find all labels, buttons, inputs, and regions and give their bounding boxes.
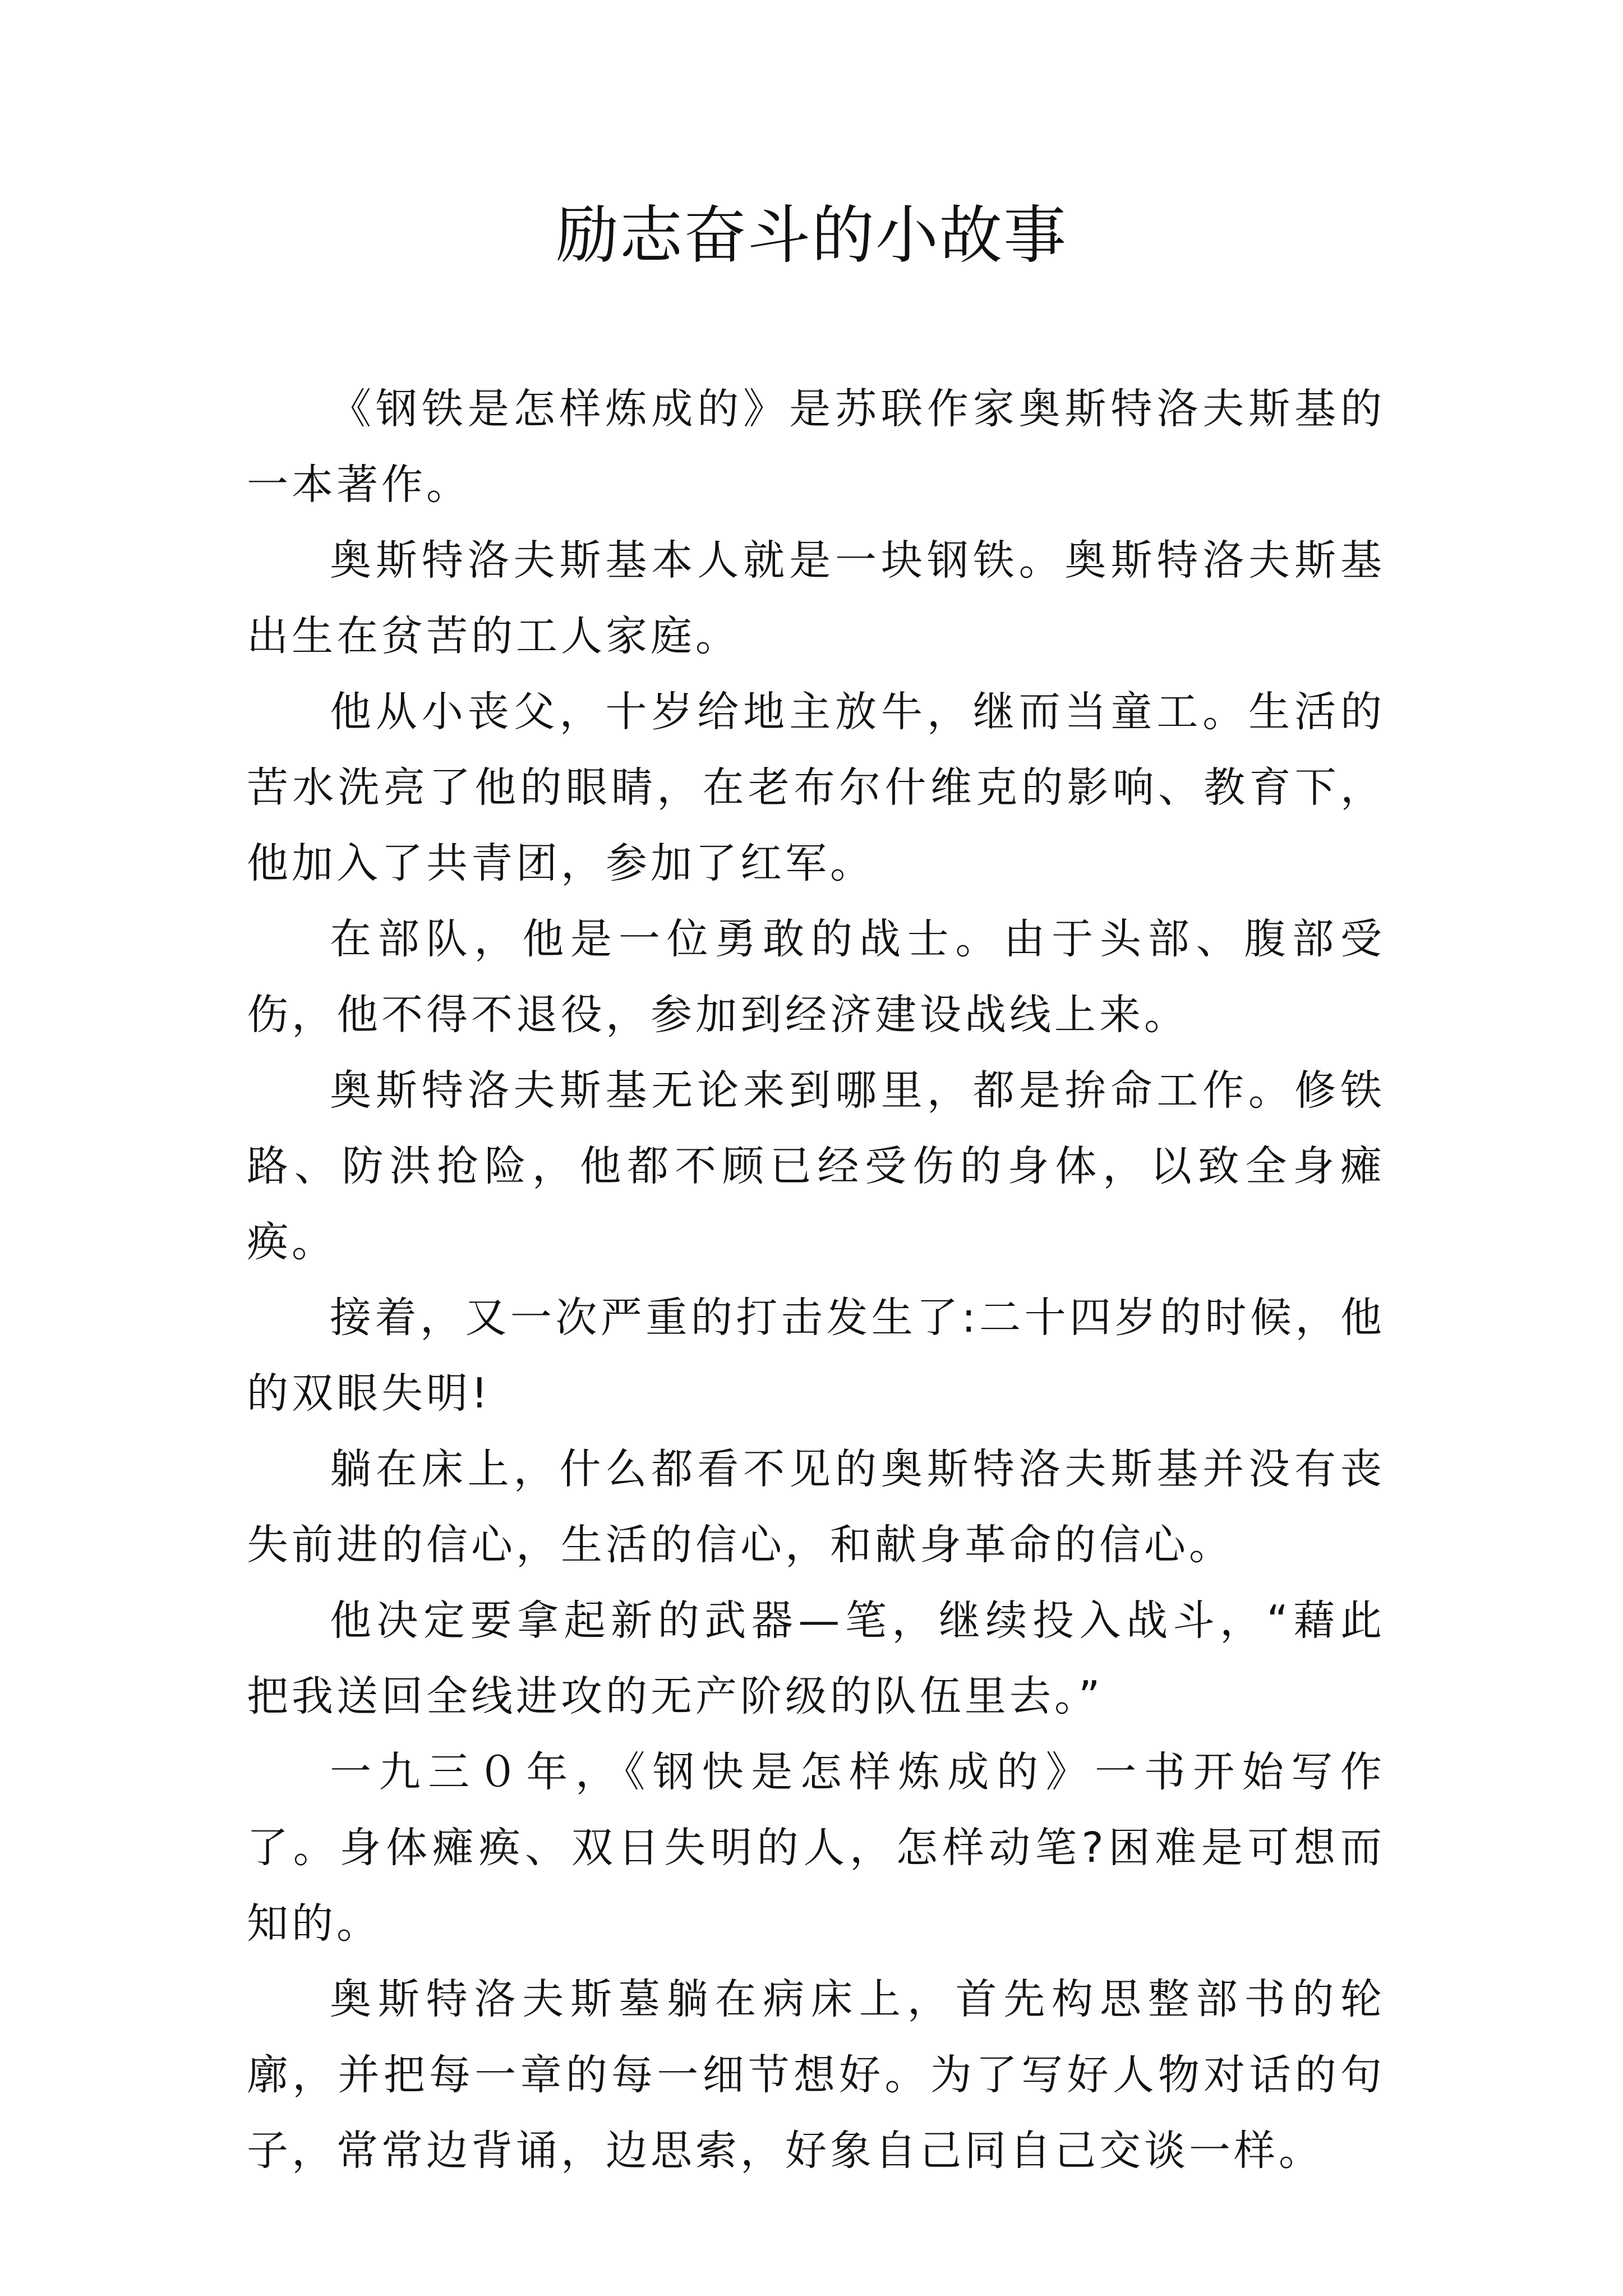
- paragraph: 接着，又一次严重的打击发生了:二十四岁的时候，他的双眼失明!: [247, 1294, 1385, 1418]
- paragraph: 奥斯特洛夫斯墓躺在病床上，首先构思整部书的轮廓，并把每一章的每一细节想好。为了写好人物对话的句子，常常边背诵，边思索，好象自己同自己交谈一样。: [247, 1975, 1385, 2175]
- paragraph: 他决定要拿起新的武器—笔，继续投入战斗，“藉此把我送回全线进攻的无产阶级的队伍里去。”: [247, 1596, 1385, 1720]
- paragraph: 奥斯特洛夫斯基无论来到哪里，都是拚命工作。修铁路、防洪抢险，他都不顾已经受伤的身体，以致全身瘫痪。: [247, 1066, 1385, 1266]
- paragraph: 奥斯特洛夫斯基本人就是一块钢铁。奥斯特洛夫斯基出生在贫苦的工人家庭。: [247, 536, 1385, 660]
- paragraph: 在部队，他是一位勇敢的战士。由于头部、腹部受伤，他不得不退役，参加到经济建设战线上来。: [247, 915, 1385, 1039]
- paragraph: 他从小丧父，十岁给地主放牛，继而当童工。生活的苦水洗亮了他的眼睛，在老布尔什维克的影响、教育下，他加入了共青团，参加了红军。: [247, 688, 1385, 887]
- paragraph: 一九三０年，《钢快是怎样炼成的》一书开始写作了。身体瘫痪、双日失明的人，怎样动笔?困难是可想而知的。: [247, 1748, 1385, 1948]
- document-title: 励志奋斗的小故事: [556, 199, 1067, 272]
- document-body: [247, 371, 1385, 2189]
- paragraph: 躺在床上，什么都看不见的奥斯特洛夫斯基并没有丧失前进的信心，生活的信心，和献身革命的信心。: [247, 1445, 1385, 1569]
- paragraph: 《钢铁是怎样炼成的》是苏联作家奥斯特洛夫斯基的一本著作。: [247, 385, 1385, 509]
